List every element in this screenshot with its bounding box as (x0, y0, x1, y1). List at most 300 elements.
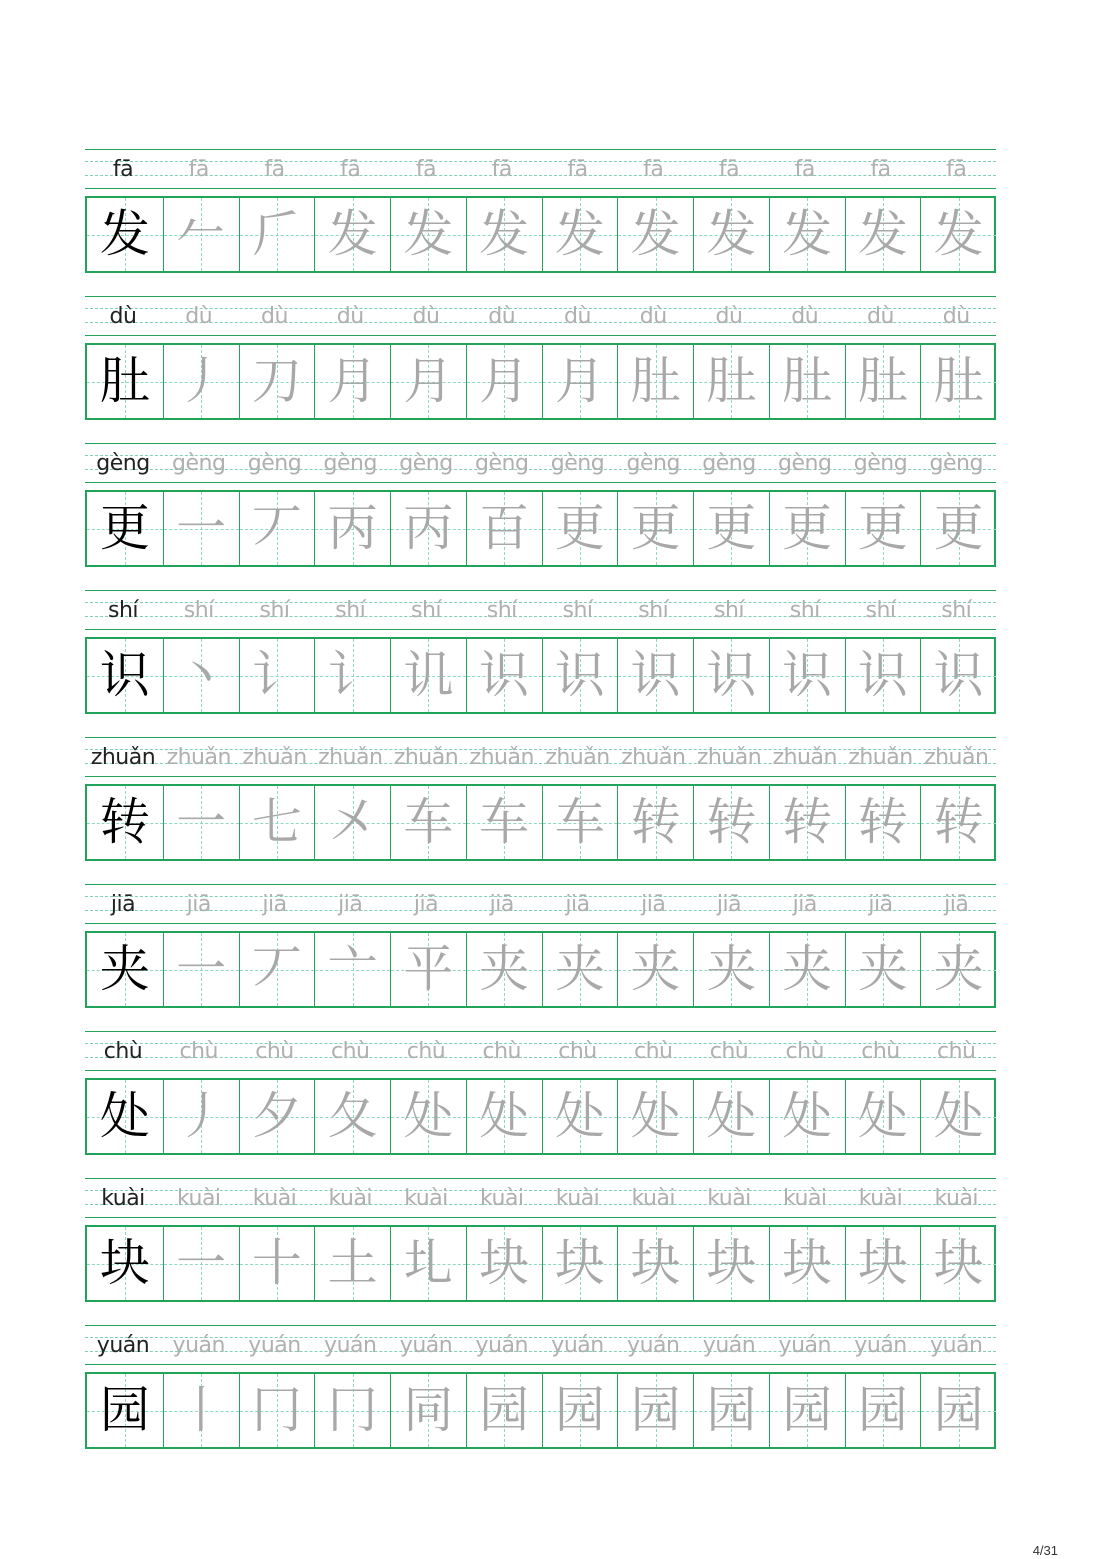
trace-cell (845, 639, 921, 712)
trace-cell (617, 1374, 693, 1447)
stroke-step-character: 更 (630, 499, 681, 557)
trace-cell (163, 492, 239, 565)
pinyin-trace: jiā (944, 892, 969, 917)
trace-cell (693, 1227, 769, 1300)
character-grid (85, 490, 996, 567)
stroke-step-character: 块 (479, 1234, 530, 1292)
stroke-step-character: 更 (782, 499, 833, 557)
pinyin-trace: chù (406, 1039, 446, 1064)
trace-cell (693, 786, 769, 859)
trace-cell (617, 786, 693, 859)
trace-cell (920, 933, 996, 1006)
trace-cell (466, 1374, 542, 1447)
trace-cell (314, 639, 390, 712)
pinyin-band (85, 884, 996, 924)
stroke-step-character: 同 (403, 1381, 454, 1439)
pinyin-trace: shí (638, 598, 669, 623)
trace-cell (845, 492, 921, 565)
pinyin-trace: fā (264, 157, 285, 182)
pinyin-trace: yuán (248, 1333, 301, 1358)
model-character: 转 (99, 793, 150, 851)
trace-cell (390, 1374, 466, 1447)
stroke-step-character: 丨 (176, 1381, 227, 1439)
pinyin-trace: yuán (778, 1333, 831, 1358)
model-cell (87, 1227, 163, 1300)
stroke-step-character: 园 (706, 1381, 757, 1439)
trace-cell (390, 933, 466, 1006)
pinyin-trace: jiā (641, 892, 666, 917)
trace-cell (239, 198, 315, 271)
stroke-step-character: 识 (782, 646, 833, 704)
pinyin-label: chù (103, 1039, 143, 1064)
pinyin-trace: kuài (858, 1186, 903, 1211)
pinyin-trace: gèng (702, 451, 756, 476)
trace-cell (769, 492, 845, 565)
pinyin-trace: fā (340, 157, 361, 182)
practice-row (85, 1178, 996, 1325)
pinyin-trace: yuán (172, 1333, 225, 1358)
trace-cell (466, 1227, 542, 1300)
stroke-step-character: 块 (554, 1234, 605, 1292)
model-character: 发 (99, 205, 150, 263)
trace-cell (769, 639, 845, 712)
stroke-step-character: 车 (554, 793, 605, 851)
stroke-step-character: 块 (782, 1234, 833, 1292)
stroke-step-character: 夹 (630, 940, 681, 998)
pinyin-trace: dù (412, 304, 440, 329)
stroke-step-character: 园 (630, 1381, 681, 1439)
trace-cell (920, 1374, 996, 1447)
trace-cell (542, 1374, 618, 1447)
pinyin-trace: zhuǎn (318, 745, 383, 770)
stroke-step-character: 转 (857, 793, 908, 851)
practice-row (85, 149, 996, 296)
pinyin-trace: dù (639, 304, 667, 329)
pinyin-trace: dù (564, 304, 591, 329)
trace-cell (390, 1080, 466, 1153)
pinyin-trace: fā (643, 157, 664, 182)
pinyin-trace: dù (942, 304, 970, 329)
model-cell (87, 1080, 163, 1153)
pinyin-trace: jiā (716, 892, 742, 917)
pinyin-trace: chù (482, 1039, 521, 1064)
stroke-step-character: 肚 (857, 352, 908, 410)
trace-cell (617, 1227, 693, 1300)
stroke-step-character: 识 (706, 646, 757, 704)
trace-cell (239, 786, 315, 859)
stroke-step-character: 丙 (403, 499, 454, 557)
trace-cell (466, 345, 542, 418)
pinyin-trace: gèng (550, 451, 605, 476)
model-character: 块 (99, 1234, 150, 1292)
stroke-step-character: 更 (933, 499, 984, 557)
trace-cell (845, 198, 921, 271)
trace-cell (769, 198, 845, 271)
stroke-step-character: 月 (479, 352, 530, 410)
stroke-step-character: 识 (630, 646, 681, 704)
stroke-step-character: 冂 (251, 1381, 302, 1439)
pinyin-band (85, 443, 996, 483)
pinyin-trace: gèng (778, 451, 832, 476)
pinyin-label: yuán (96, 1333, 150, 1358)
stroke-step-character: 𠂆 (251, 205, 302, 263)
pinyin-trace: zhuǎn (166, 745, 231, 770)
pinyin-trace: gèng (853, 451, 908, 476)
stroke-step-character: 夹 (857, 940, 908, 998)
stroke-step-character: 处 (403, 1087, 454, 1145)
stroke-step-character: 车 (403, 793, 454, 851)
pinyin-trace: jiā (868, 892, 893, 917)
practice-row (85, 443, 996, 590)
pinyin-trace: kuài (479, 1186, 524, 1211)
pinyin-trace: shí (335, 598, 366, 623)
stroke-step-character: 百 (479, 499, 530, 557)
model-cell (87, 345, 163, 418)
trace-cell (390, 1227, 466, 1300)
pinyin-band (85, 737, 996, 777)
trace-cell (163, 933, 239, 1006)
stroke-step-character: 月 (327, 352, 378, 410)
trace-cell (617, 492, 693, 565)
trace-cell (163, 1227, 239, 1300)
trace-cell (920, 345, 996, 418)
trace-cell (693, 198, 769, 271)
stroke-step-character: 夹 (782, 940, 833, 998)
character-grid (85, 1372, 996, 1449)
pinyin-trace: chù (709, 1039, 749, 1064)
stroke-step-character: 㐅 (327, 793, 378, 851)
trace-cell (845, 933, 921, 1006)
trace-cell (239, 639, 315, 712)
trace-cell (466, 786, 542, 859)
pinyin-label: dù (109, 304, 137, 329)
trace-cell (239, 1374, 315, 1447)
stroke-step-character: 丆 (251, 499, 302, 557)
trace-cell (617, 345, 693, 418)
stroke-step-character: 讠 (251, 646, 302, 704)
character-grid (85, 1225, 996, 1302)
model-character: 更 (99, 499, 150, 557)
trace-cell (163, 1374, 239, 1447)
stroke-step-character: 一 (176, 499, 227, 557)
stroke-step-character: 发 (933, 205, 984, 263)
trace-cell (239, 492, 315, 565)
trace-cell (845, 1080, 921, 1153)
stroke-step-character: 发 (403, 205, 454, 263)
stroke-step-character: 发 (857, 205, 908, 263)
trace-cell (314, 933, 390, 1006)
pinyin-trace: kuài (252, 1186, 297, 1211)
pinyin-label: gèng (96, 451, 150, 476)
model-cell (87, 786, 163, 859)
stroke-step-character: 车 (479, 793, 530, 851)
pinyin-trace: chù (937, 1039, 976, 1064)
pinyin-trace: chù (558, 1039, 597, 1064)
pinyin-band (85, 1178, 996, 1218)
trace-cell (920, 492, 996, 565)
pinyin-trace: shí (713, 598, 745, 623)
trace-cell (769, 786, 845, 859)
pinyin-trace: yuán (702, 1333, 756, 1358)
trace-cell (845, 345, 921, 418)
pinyin-label: jiā (110, 892, 136, 917)
stroke-step-character: 园 (857, 1381, 908, 1439)
trace-cell (163, 639, 239, 712)
stroke-step-character: 一 (176, 940, 227, 998)
practice-row (85, 737, 996, 884)
stroke-step-character: 丿 (176, 1087, 227, 1145)
stroke-step-character: 一 (176, 1234, 227, 1292)
stroke-step-character: 发 (554, 205, 605, 263)
stroke-step-character: 肚 (630, 352, 681, 410)
trace-cell (617, 1080, 693, 1153)
pinyin-label: shí (107, 598, 139, 623)
pinyin-trace: chù (255, 1039, 294, 1064)
stroke-step-character: 识 (933, 646, 984, 704)
trace-cell (920, 198, 996, 271)
pinyin-trace: shí (410, 598, 442, 623)
pinyin-trace: chù (179, 1039, 218, 1064)
pinyin-trace: gèng (247, 451, 302, 476)
trace-cell (769, 1374, 845, 1447)
trace-cell (466, 492, 542, 565)
trace-cell (466, 933, 542, 1006)
stroke-step-character: 夹 (706, 940, 757, 998)
character-grid (85, 931, 996, 1008)
pinyin-trace: dù (867, 304, 894, 329)
stroke-step-character: 讥 (403, 646, 454, 704)
model-cell (87, 639, 163, 712)
pinyin-trace: chù (331, 1039, 370, 1064)
pinyin-trace: kuài (176, 1186, 221, 1211)
trace-cell (693, 1080, 769, 1153)
pinyin-trace: kuài (631, 1186, 676, 1211)
pinyin-trace: shí (789, 598, 820, 623)
trace-cell (920, 786, 996, 859)
pinyin-trace: zhuǎn (621, 745, 686, 770)
trace-cell (466, 639, 542, 712)
stroke-step-character: 七 (251, 793, 302, 851)
stroke-step-character: 更 (554, 499, 605, 557)
trace-cell (542, 786, 618, 859)
stroke-step-character: 园 (782, 1381, 833, 1439)
worksheet (85, 149, 996, 1472)
trace-cell (693, 492, 769, 565)
trace-cell (314, 345, 390, 418)
pinyin-trace: jiā (338, 892, 363, 917)
pinyin-trace: zhuǎn (393, 745, 459, 770)
stroke-step-character: 更 (857, 499, 908, 557)
pinyin-trace: shí (941, 598, 972, 623)
trace-cell (390, 492, 466, 565)
character-grid (85, 784, 996, 861)
stroke-step-character: 夂 (327, 1087, 378, 1145)
practice-row (85, 296, 996, 443)
pinyin-trace: zhuǎn (545, 745, 610, 770)
stroke-step-character: 处 (630, 1087, 681, 1145)
trace-cell (239, 1227, 315, 1300)
stroke-step-character: 刀 (251, 352, 302, 410)
stroke-step-character: 月 (403, 352, 454, 410)
stroke-step-character: 十 (251, 1234, 302, 1292)
trace-cell (163, 1080, 239, 1153)
model-cell (87, 492, 163, 565)
pinyin-trace: zhuǎn (696, 745, 762, 770)
pinyin-trace: gèng (929, 451, 983, 476)
trace-cell (845, 786, 921, 859)
trace-cell (314, 492, 390, 565)
trace-cell (769, 1227, 845, 1300)
stroke-step-character: 讠 (327, 646, 378, 704)
stroke-step-character: 识 (479, 646, 530, 704)
trace-cell (920, 639, 996, 712)
character-grid (85, 343, 996, 420)
pinyin-trace: dù (791, 304, 819, 329)
stroke-step-character: 土 (327, 1234, 378, 1292)
practice-row (85, 1031, 996, 1178)
stroke-step-character: 丆 (251, 940, 302, 998)
stroke-step-character: 丶 (176, 646, 227, 704)
model-character: 识 (99, 646, 150, 704)
trace-cell (542, 639, 618, 712)
stroke-step-character: 夹 (554, 940, 605, 998)
pinyin-trace: kuài (782, 1186, 827, 1211)
character-grid (85, 1078, 996, 1155)
trace-cell (617, 639, 693, 712)
pinyin-trace: chù (785, 1039, 824, 1064)
stroke-step-character: 处 (782, 1087, 833, 1145)
pinyin-trace: fā (946, 157, 967, 182)
pinyin-trace: zhuǎn (242, 745, 307, 770)
model-cell (87, 198, 163, 271)
stroke-step-character: 月 (554, 352, 605, 410)
trace-cell (693, 345, 769, 418)
pinyin-trace: fā (567, 157, 588, 182)
stroke-step-character: 夹 (933, 940, 984, 998)
pinyin-trace: zhuǎn (772, 745, 837, 770)
trace-cell (466, 198, 542, 271)
stroke-step-character: 转 (933, 793, 984, 851)
pinyin-trace: zhuǎn (469, 745, 534, 770)
pinyin-trace: fā (870, 157, 891, 182)
practice-row (85, 884, 996, 1031)
page-number: 4/31 (1032, 1543, 1058, 1558)
pinyin-trace: yuán (854, 1333, 907, 1358)
pinyin-trace: jiā (565, 892, 590, 917)
stroke-step-character: 转 (782, 793, 833, 851)
trace-cell (390, 786, 466, 859)
model-character: 处 (99, 1087, 150, 1145)
stroke-step-character: 发 (706, 205, 757, 263)
pinyin-label: kuài (101, 1186, 145, 1211)
pinyin-trace: dù (261, 304, 288, 329)
trace-cell (163, 345, 239, 418)
stroke-step-character: 块 (630, 1234, 681, 1292)
pinyin-band (85, 1031, 996, 1071)
stroke-step-character: 发 (630, 205, 681, 263)
trace-cell (239, 345, 315, 418)
pinyin-trace: shí (259, 598, 290, 623)
character-grid (85, 637, 996, 714)
pinyin-trace: dù (336, 304, 364, 329)
trace-cell (390, 639, 466, 712)
stroke-step-character: 识 (857, 646, 908, 704)
pinyin-trace: gèng (172, 451, 226, 476)
pinyin-band (85, 1325, 996, 1365)
pinyin-trace: shí (562, 598, 593, 623)
model-cell (87, 1374, 163, 1447)
trace-cell (617, 198, 693, 271)
pinyin-trace: dù (715, 304, 743, 329)
stroke-step-character: 更 (706, 499, 757, 557)
trace-cell (542, 933, 618, 1006)
trace-cell (542, 492, 618, 565)
pinyin-trace: zhuǎn (848, 745, 913, 770)
trace-cell (466, 1080, 542, 1153)
pinyin-trace: yuán (399, 1333, 453, 1358)
pinyin-trace: kuài (555, 1186, 600, 1211)
trace-cell (617, 933, 693, 1006)
stroke-step-character: 识 (554, 646, 605, 704)
model-character: 园 (99, 1381, 150, 1439)
trace-cell (769, 1080, 845, 1153)
trace-cell (390, 345, 466, 418)
stroke-step-character: 园 (479, 1381, 530, 1439)
stroke-step-character: 园 (933, 1381, 984, 1439)
stroke-step-character: 一 (176, 793, 227, 851)
pinyin-trace: yuán (930, 1333, 983, 1358)
stroke-step-character: 肚 (706, 352, 757, 410)
pinyin-trace: gèng (323, 451, 377, 476)
pinyin-trace: yuán (475, 1333, 528, 1358)
pinyin-trace: shí (486, 598, 517, 623)
trace-cell (239, 933, 315, 1006)
trace-cell (239, 1080, 315, 1153)
trace-cell (920, 1227, 996, 1300)
stroke-step-character: 丙 (327, 499, 378, 557)
stroke-step-character: 冂 (327, 1381, 378, 1439)
trace-cell (542, 198, 618, 271)
pinyin-band (85, 296, 996, 336)
trace-cell (314, 786, 390, 859)
trace-cell (845, 1227, 921, 1300)
stroke-step-character: 发 (479, 205, 530, 263)
pinyin-trace: chù (861, 1039, 900, 1064)
stroke-step-character: 处 (479, 1087, 530, 1145)
pinyin-trace: fā (415, 157, 437, 182)
pinyin-trace: kuài (934, 1186, 979, 1211)
stroke-step-character: 处 (857, 1087, 908, 1145)
pinyin-trace: fā (794, 157, 815, 182)
pinyin-band (85, 149, 996, 189)
stroke-step-character: 发 (327, 205, 378, 263)
stroke-step-character: 块 (857, 1234, 908, 1292)
stroke-step-character: 处 (933, 1087, 984, 1145)
pinyin-trace: kuài (328, 1186, 373, 1211)
pinyin-trace: yuán (627, 1333, 680, 1358)
trace-cell (314, 198, 390, 271)
stroke-step-character: 圠 (403, 1234, 454, 1292)
practice-row (85, 1325, 996, 1472)
pinyin-trace: jiā (489, 892, 514, 917)
pinyin-trace: kuài (707, 1186, 751, 1211)
pinyin-trace: jiā (186, 892, 211, 917)
pinyin-trace: chù (634, 1039, 673, 1064)
model-cell (87, 933, 163, 1006)
trace-cell (542, 1080, 618, 1153)
trace-cell (693, 1374, 769, 1447)
pinyin-trace: yuán (551, 1333, 604, 1358)
